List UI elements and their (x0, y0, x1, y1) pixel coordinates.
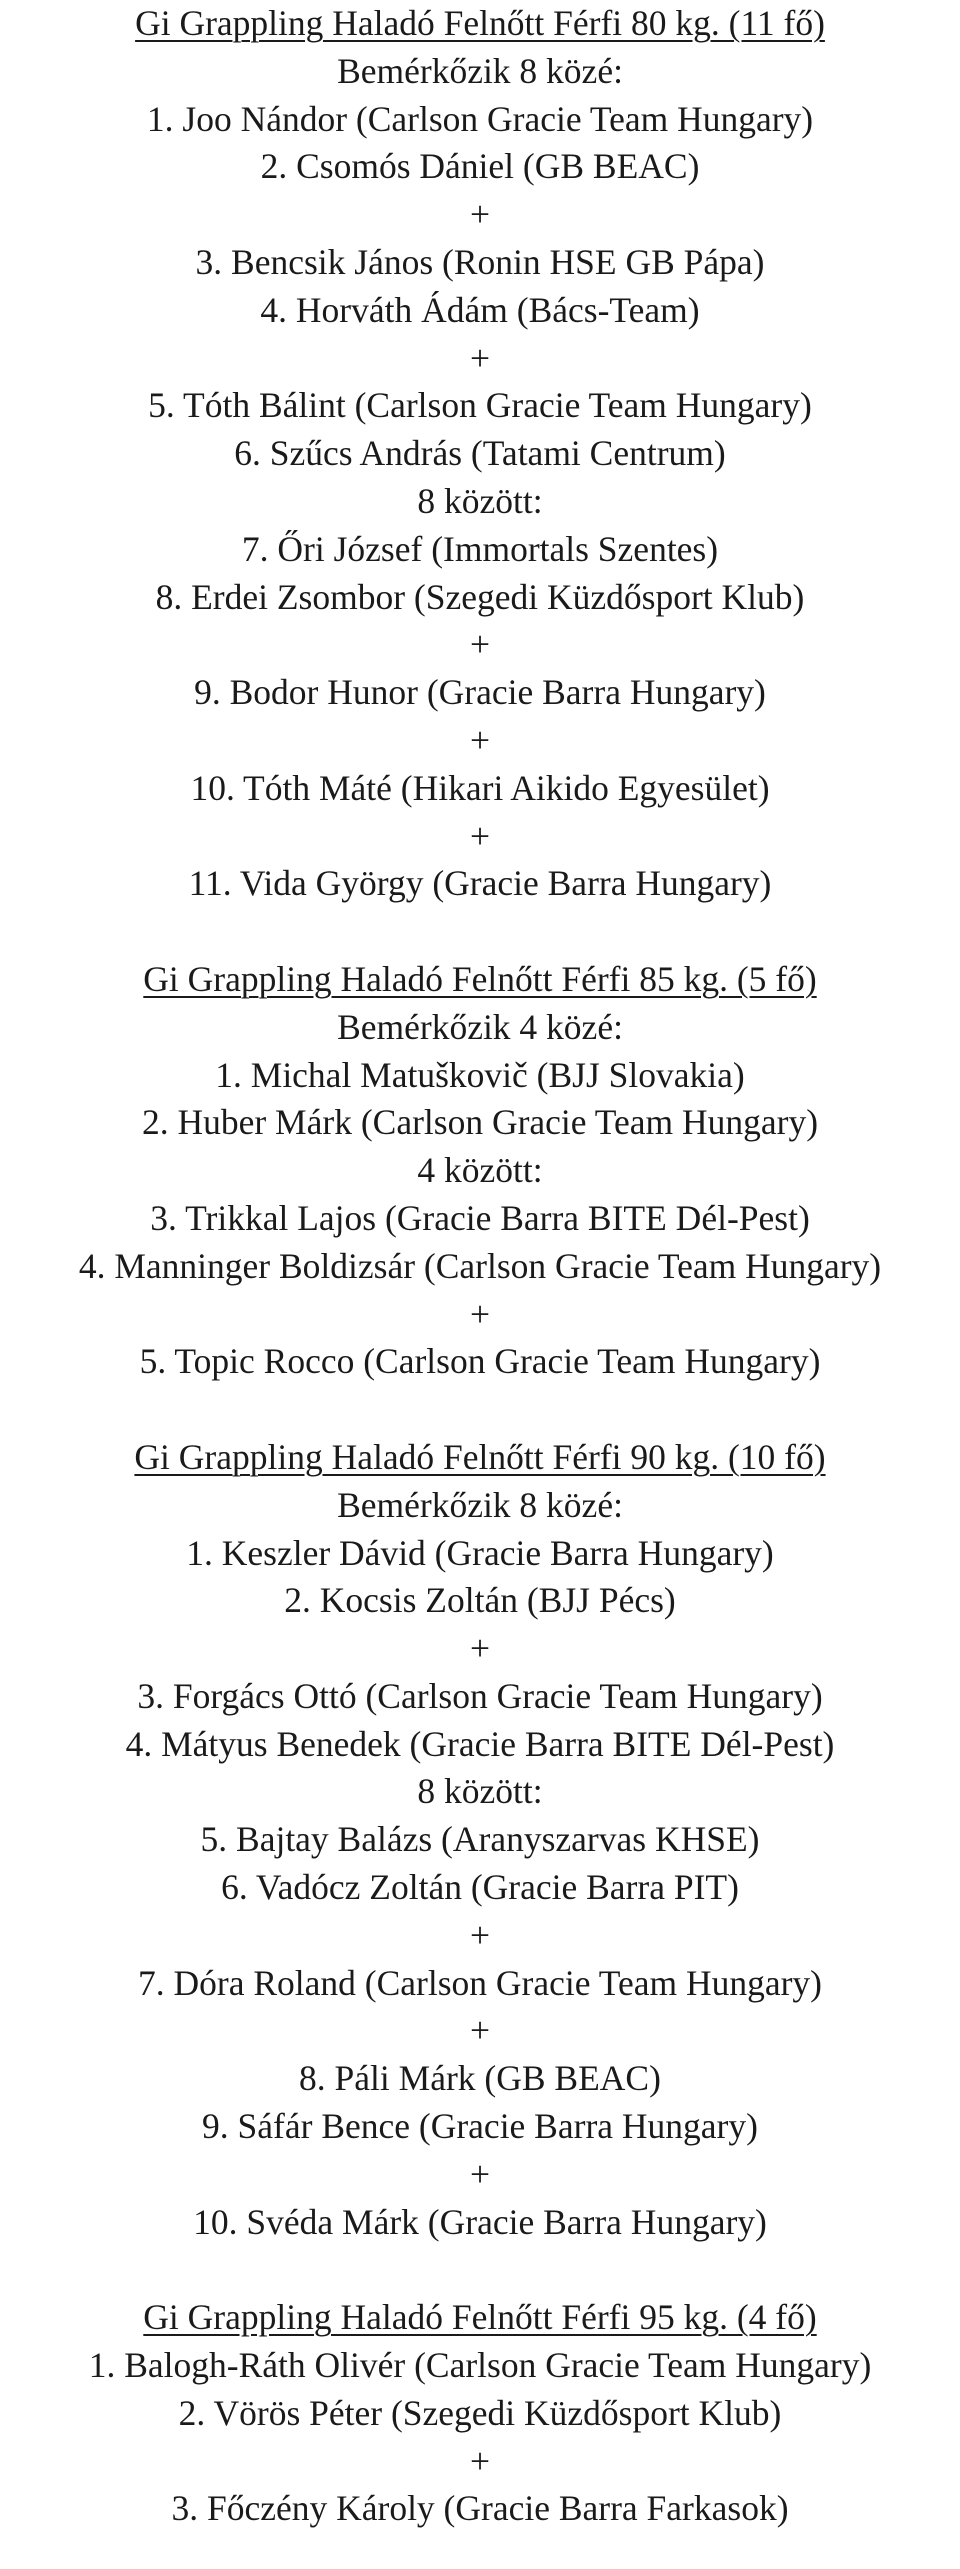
competitor-entry: 2. Csomós Dániel (GB BEAC) (260, 146, 700, 187)
competitor-entry: 2. Vörös Péter (Szegedi Küzdősport Klub) (178, 2392, 782, 2433)
competitor-entry: 7. Őri József (Immortals Szentes) (241, 528, 719, 569)
pairing-plus: + (469, 194, 491, 235)
category-heading: Gi Grappling Haladó Felnőtt Férfi 80 kg. (11 fő) (135, 3, 825, 43)
competitor-entry: 6. Szűcs András (Tatami Centrum) (234, 433, 726, 474)
competitor-entry: 1. Michal Matuškovič (BJJ Slovakia) (215, 1054, 745, 1095)
pairing-plus: + (469, 815, 491, 856)
competitor-entry: 8. Páli Márk (GB BEAC) (299, 2058, 661, 2099)
qualifier-label: Bemérkőzik 8 közé: (337, 50, 623, 91)
pairing-plus: + (469, 1914, 491, 1955)
competitor-entry: 4. Horváth Ádám (Bács-Team) (260, 289, 700, 330)
competitor-entry: 9. Sáfár Bence (Gracie Barra Hungary) (202, 2106, 758, 2147)
competitor-entry: 7. Dóra Roland (Carlson Gracie Team Hungary) (138, 1962, 822, 2003)
competitor-entry: 1. Joo Nándor (Carlson Gracie Team Hungary) (146, 98, 814, 139)
competitor-entry: 11. Vida György (Gracie Barra Hungary) (188, 863, 772, 904)
competitor-entry: 3. Trikkal Lajos (Gracie Barra BITE Dél-Pest) (150, 1197, 810, 1238)
competitor-entry: 5. Tóth Bálint (Carlson Gracie Team Hungary) (148, 385, 812, 426)
competitor-entry: 1. Balogh-Ráth Olivér (Carlson Gracie Team Hungary) (88, 2345, 872, 2386)
weight-category-section (0, 1434, 960, 2247)
pairing-plus: + (469, 1293, 491, 1334)
competitor-entry: 2. Huber Márk (Carlson Gracie Team Hungary) (141, 1102, 819, 1143)
category-heading: Gi Grappling Haladó Felnőtt Férfi 90 kg. (10 fő) (134, 1436, 826, 1477)
competitor-entry: 2. Kocsis Zoltán (BJJ Pécs) (284, 1580, 676, 1621)
weight-category-section (0, 2294, 960, 2533)
competitor-entry: 9. Bodor Hunor (Gracie Barra Hungary) (194, 672, 766, 713)
bracket-stage-label: 8 között: (417, 480, 543, 521)
pairing-plus: + (469, 2153, 491, 2194)
competitor-entry: 1. Keszler Dávid (Gracie Barra Hungary) (186, 1532, 774, 1573)
competitor-entry: 4. Manninger Boldizsár (Carlson Gracie Team Hungary) (78, 1245, 882, 1286)
pairing-plus: + (469, 624, 491, 665)
competitor-entry: 4. Mátyus Benedek (Gracie Barra BITE Dél-Pest) (125, 1723, 835, 1764)
pairing-plus: + (469, 1628, 491, 1669)
competitor-entry: 3. Forgács Ottó (Carlson Gracie Team Hungary) (137, 1675, 823, 1716)
pairing-plus: + (469, 719, 491, 760)
category-heading: Gi Grappling Haladó Felnőtt Férfi 85 kg. (5 fő) (143, 958, 817, 999)
competitor-entry: 8. Erdei Zsombor (Szegedi Küzdősport Klub) (155, 576, 805, 617)
bracket-stage-label: 8 között: (417, 1771, 543, 1812)
competitor-entry: 3. Főczény Károly (Gracie Barra Farkasok) (171, 2488, 789, 2529)
qualifier-label: Bemérkőzik 8 közé: (337, 1484, 623, 1525)
section-spacer (0, 1386, 960, 1434)
weight-category-section (0, 0, 960, 908)
competitor-entry: 5. Bajtay Balázs (Aranyszarvas KHSE) (200, 1819, 760, 1860)
competitor-entry: 10. Tóth Máté (Hikari Aikido Egyesület) (190, 767, 770, 808)
competitor-entry: 3. Bencsik János (Ronin HSE GB Pápa) (195, 241, 765, 282)
competitor-entry: 5. Topic Rocco (Carlson Gracie Team Hungary) (139, 1341, 821, 1382)
competitor-entry: 6. Vadócz Zoltán (Gracie Barra PIT) (221, 1867, 739, 1908)
weight-category-section (0, 956, 960, 1386)
pairing-plus: + (469, 2440, 491, 2481)
qualifier-label: Bemérkőzik 4 közé: (337, 1006, 623, 1047)
section-spacer (0, 908, 960, 956)
category-heading: Gi Grappling Haladó Felnőtt Férfi 95 kg. (4 fő) (143, 2297, 817, 2338)
bracket-stage-label: 4 között: (417, 1150, 543, 1191)
competitor-entry: 10. Svéda Márk (Gracie Barra Hungary) (193, 2201, 767, 2242)
section-spacer (0, 2246, 960, 2294)
pairing-plus: + (469, 2010, 491, 2051)
pairing-plus: + (469, 337, 491, 378)
